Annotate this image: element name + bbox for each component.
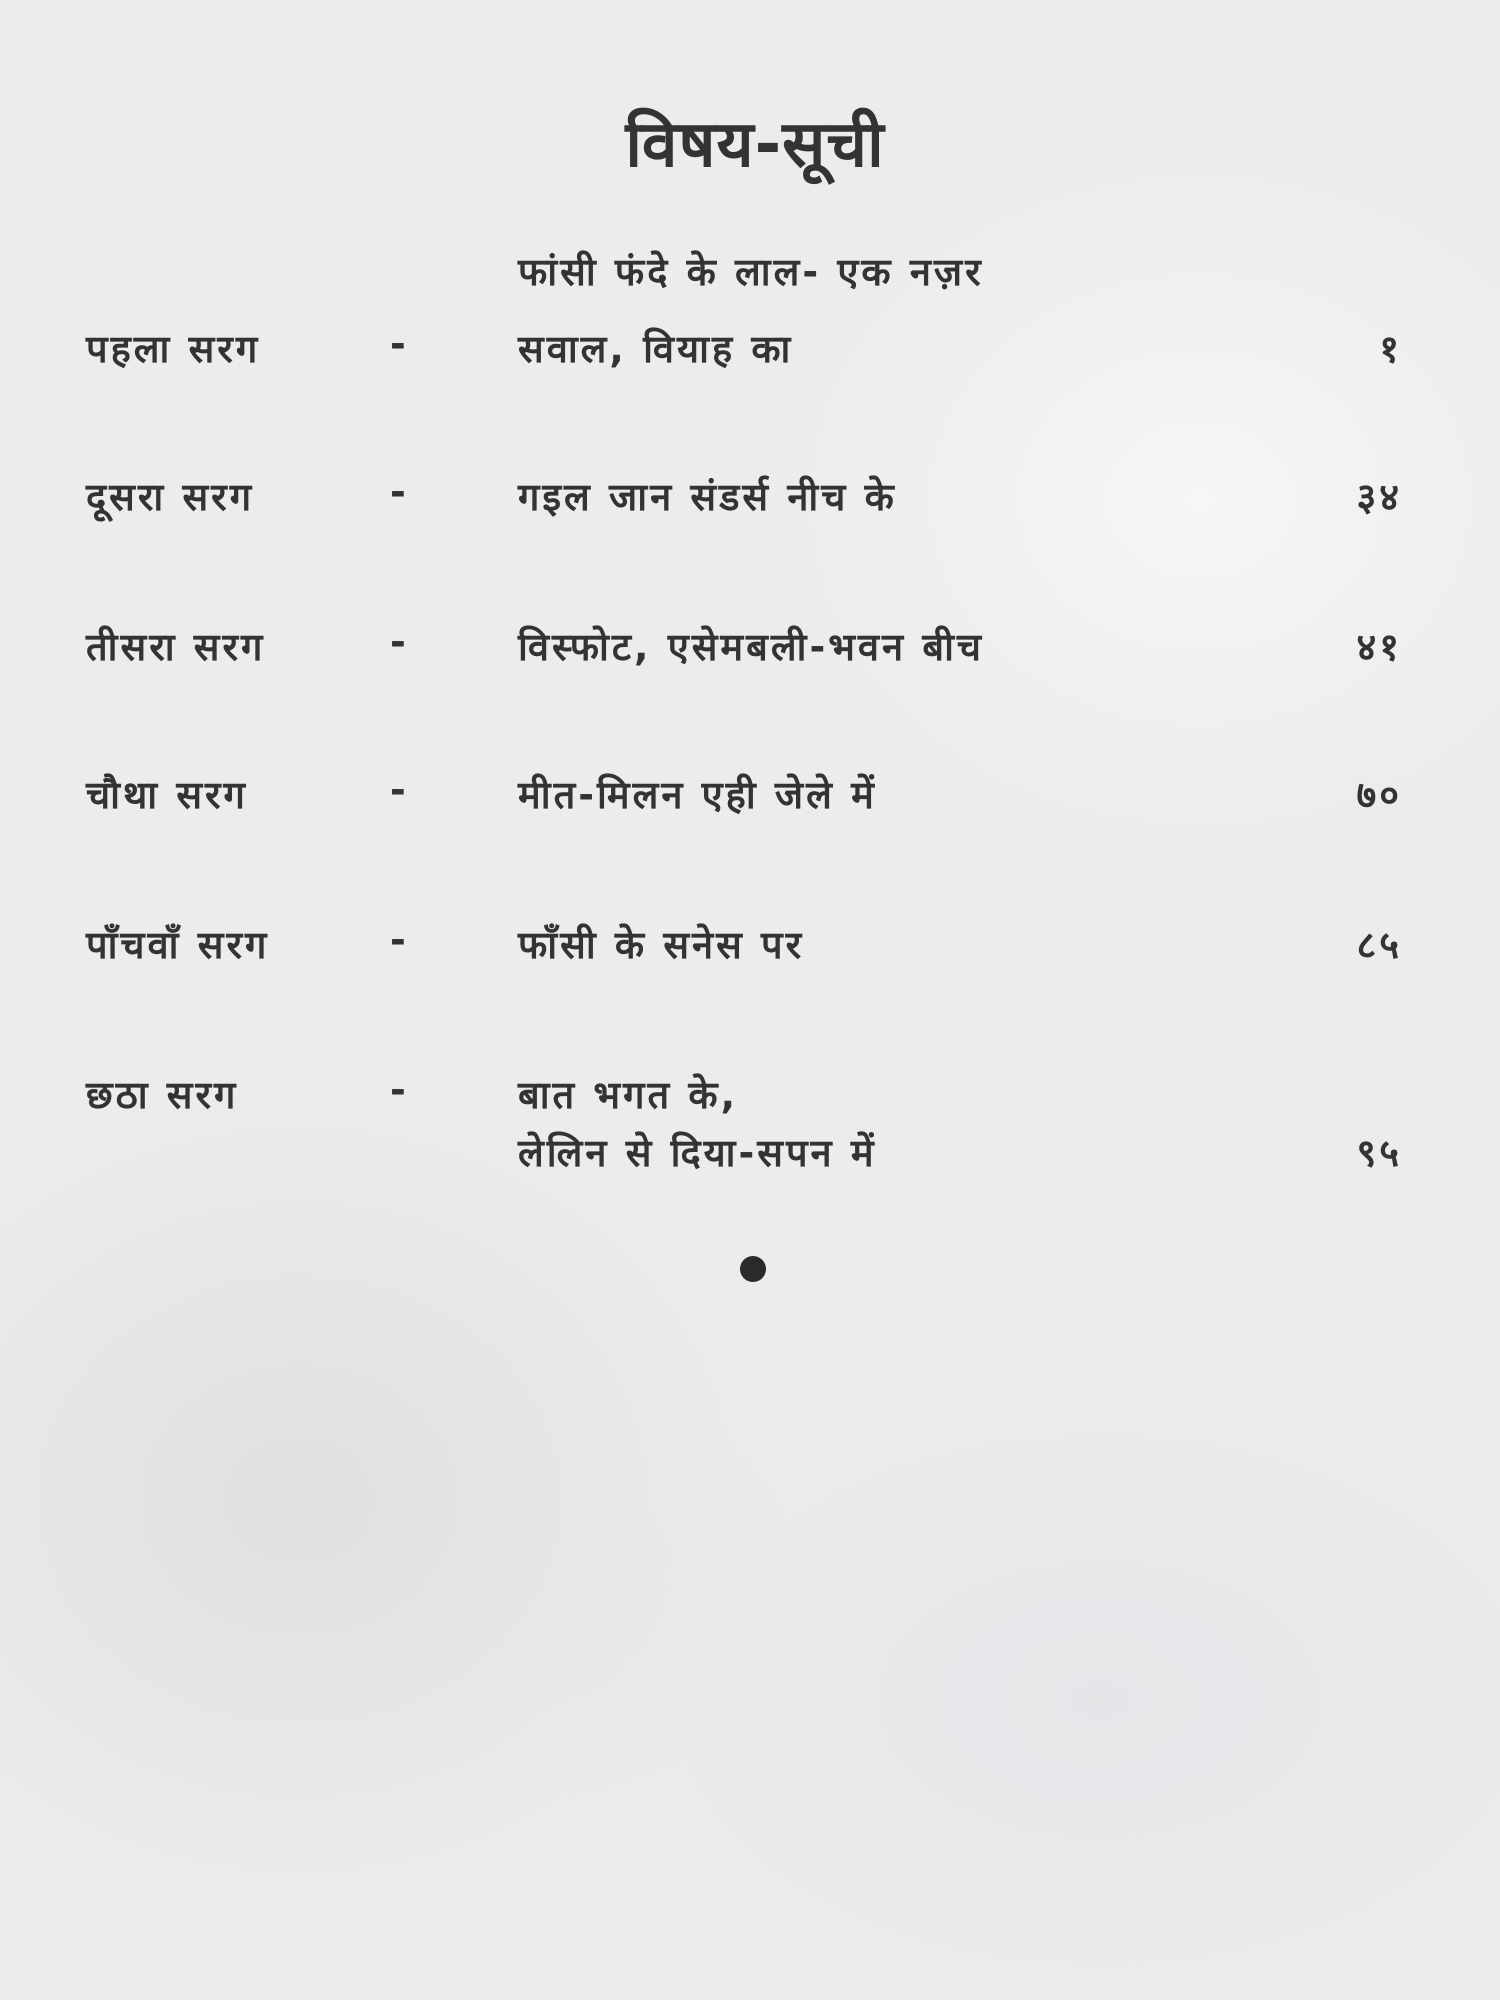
separator-dash: - (390, 620, 409, 664)
separator-dash: - (390, 322, 409, 366)
chapter-title: फाँसी के सनेस पर (518, 923, 805, 967)
page-number: ३४ (1356, 475, 1402, 519)
end-bullet (740, 1256, 766, 1282)
chapter-title: बात भगत के, (518, 1073, 739, 1117)
canto-label: तीसरा सरग (86, 625, 266, 669)
chapter-title: सवाल, वियाह का (518, 327, 794, 371)
chapter-title: मीत-मिलन एही जेले में (518, 773, 877, 817)
page-number: १ (1379, 327, 1402, 371)
page-number: ८५ (1356, 923, 1402, 967)
chapter-title: गइल जान संडर्स नीच के (518, 475, 897, 519)
page-number: ७० (1356, 773, 1402, 817)
page-number: ४१ (1356, 625, 1402, 669)
chapter-title: विस्फोट, एसेमबली-भवन बीच (518, 625, 985, 669)
canto-label: छठा सरग (86, 1073, 239, 1117)
canto-label: दूसरा सरग (86, 475, 255, 519)
separator-dash: - (390, 768, 409, 812)
canto-label: पहला सरग (86, 327, 261, 371)
separator-dash: - (390, 470, 409, 514)
intro-line: फांसी फंदे के लाल- एक नज़र (518, 250, 984, 294)
page-title: विषय-सूची (625, 108, 885, 182)
chapter-title-continued: लेलिन से दिया-सपन में (518, 1131, 877, 1175)
page-number: ९५ (1356, 1131, 1402, 1175)
separator-dash: - (390, 918, 409, 962)
canto-label: पाँचवाँ सरग (86, 923, 270, 967)
separator-dash: - (390, 1068, 409, 1112)
canto-label: चौथा सरग (86, 773, 248, 817)
